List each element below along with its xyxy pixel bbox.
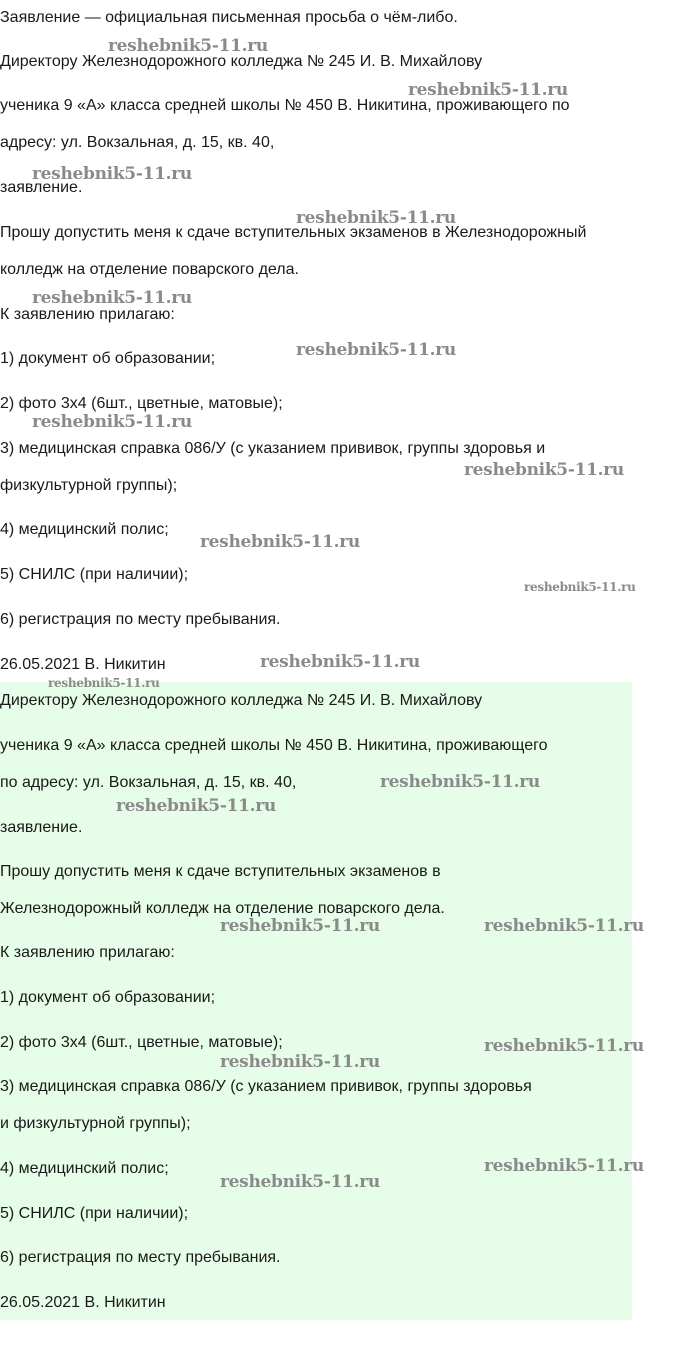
first-attachment-3-line-2: физкультурной группы); bbox=[0, 477, 178, 494]
first-attachment-1: 1) документ об образовании; bbox=[0, 350, 216, 367]
second-attachments-label: К заявлению прилагаю: bbox=[0, 944, 175, 961]
second-sender-line-2: по адресу: ул. Вокзальная, д. 15, кв. 40, bbox=[0, 774, 297, 791]
watermark: reshebnik5-11.ru bbox=[464, 460, 624, 480]
second-attachment-6: 6) регистрация по месту пребывания. bbox=[0, 1249, 281, 1266]
first-attachment-5: 5) СНИЛС (при наличии); bbox=[0, 566, 189, 583]
first-date-signature: 26.05.2021 В. Никитин bbox=[0, 656, 166, 673]
watermark: reshebnik5-11.ru bbox=[32, 164, 192, 184]
first-heading: заявление. bbox=[0, 179, 83, 196]
second-request-line-2: Железнодорожный колледж на отделение поварского дела. bbox=[0, 900, 445, 917]
watermark: reshebnik5-11.ru bbox=[296, 340, 456, 360]
watermark: reshebnik5-11.ru bbox=[48, 676, 160, 690]
watermark: reshebnik5-11.ru bbox=[484, 916, 644, 936]
first-sender-line-2: адресу: ул. Вокзальная, д. 15, кв. 40, bbox=[0, 134, 275, 151]
second-attachment-3-line-1: 3) медицинская справка 086/У (с указанием прививок, группы здоровья bbox=[0, 1078, 532, 1095]
definition-text: Заявление — официальная письменная просьба о чём-либо. bbox=[0, 9, 458, 26]
watermark: reshebnik5-11.ru bbox=[220, 916, 380, 936]
second-date-signature: 26.05.2021 В. Никитин bbox=[0, 1294, 166, 1311]
watermark: reshebnik5-11.ru bbox=[220, 1172, 380, 1192]
watermark: reshebnik5-11.ru bbox=[220, 1052, 380, 1072]
watermark: reshebnik5-11.ru bbox=[260, 652, 420, 672]
first-attachments-label: К заявлению прилагаю: bbox=[0, 306, 175, 323]
watermark: reshebnik5-11.ru bbox=[408, 80, 568, 100]
first-attachment-6: 6) регистрация по месту пребывания. bbox=[0, 611, 281, 628]
first-sender-line-1: ученика 9 «А» класса средней школы № 450 В. Никитина, проживающего по bbox=[0, 97, 570, 114]
watermark: reshebnik5-11.ru bbox=[484, 1036, 644, 1056]
first-attachment-4: 4) медицинский полис; bbox=[0, 521, 169, 538]
second-attachment-2: 2) фото 3х4 (6шт., цветные, матовые); bbox=[0, 1034, 283, 1051]
second-attachment-3-line-2: и физкультурной группы); bbox=[0, 1115, 191, 1132]
second-sender-line-1: ученика 9 «А» класса средней школы № 450 В. Никитина, проживающего bbox=[0, 737, 548, 754]
watermark: reshebnik5-11.ru bbox=[484, 1156, 644, 1176]
second-attachment-5: 5) СНИЛС (при наличии); bbox=[0, 1205, 189, 1222]
watermark: reshebnik5-11.ru bbox=[380, 772, 540, 792]
watermark: reshebnik5-11.ru bbox=[524, 580, 636, 594]
first-attachment-3-line-1: 3) медицинская справка 086/У (с указанием прививок, группы здоровья и bbox=[0, 440, 546, 457]
first-request-line-2: колледж на отделение поварского дела. bbox=[0, 261, 299, 278]
second-attachment-4: 4) медицинский полис; bbox=[0, 1160, 169, 1177]
second-addressee: Директору Железнодорожного колледжа № 245 И. В. Михайлову bbox=[0, 692, 483, 709]
second-heading: заявление. bbox=[0, 819, 83, 836]
watermark: reshebnik5-11.ru bbox=[32, 288, 192, 308]
watermark: reshebnik5-11.ru bbox=[116, 796, 276, 816]
second-attachment-1: 1) документ об образовании; bbox=[0, 989, 216, 1006]
first-addressee: Директору Железнодорожного колледжа № 245 И. В. Михайлову bbox=[0, 53, 483, 70]
first-attachment-2: 2) фото 3х4 (6шт., цветные, матовые); bbox=[0, 395, 283, 412]
second-request-line-1: Прошу допустить меня к сдаче вступительных экзаменов в bbox=[0, 863, 441, 880]
watermark: reshebnik5-11.ru bbox=[108, 36, 268, 56]
watermark: reshebnik5-11.ru bbox=[200, 532, 360, 552]
watermark: reshebnik5-11.ru bbox=[296, 208, 456, 228]
first-request-line-1: Прошу допустить меня к сдаче вступительных экзаменов в Железнодорожный bbox=[0, 224, 587, 241]
watermark: reshebnik5-11.ru bbox=[32, 412, 192, 432]
